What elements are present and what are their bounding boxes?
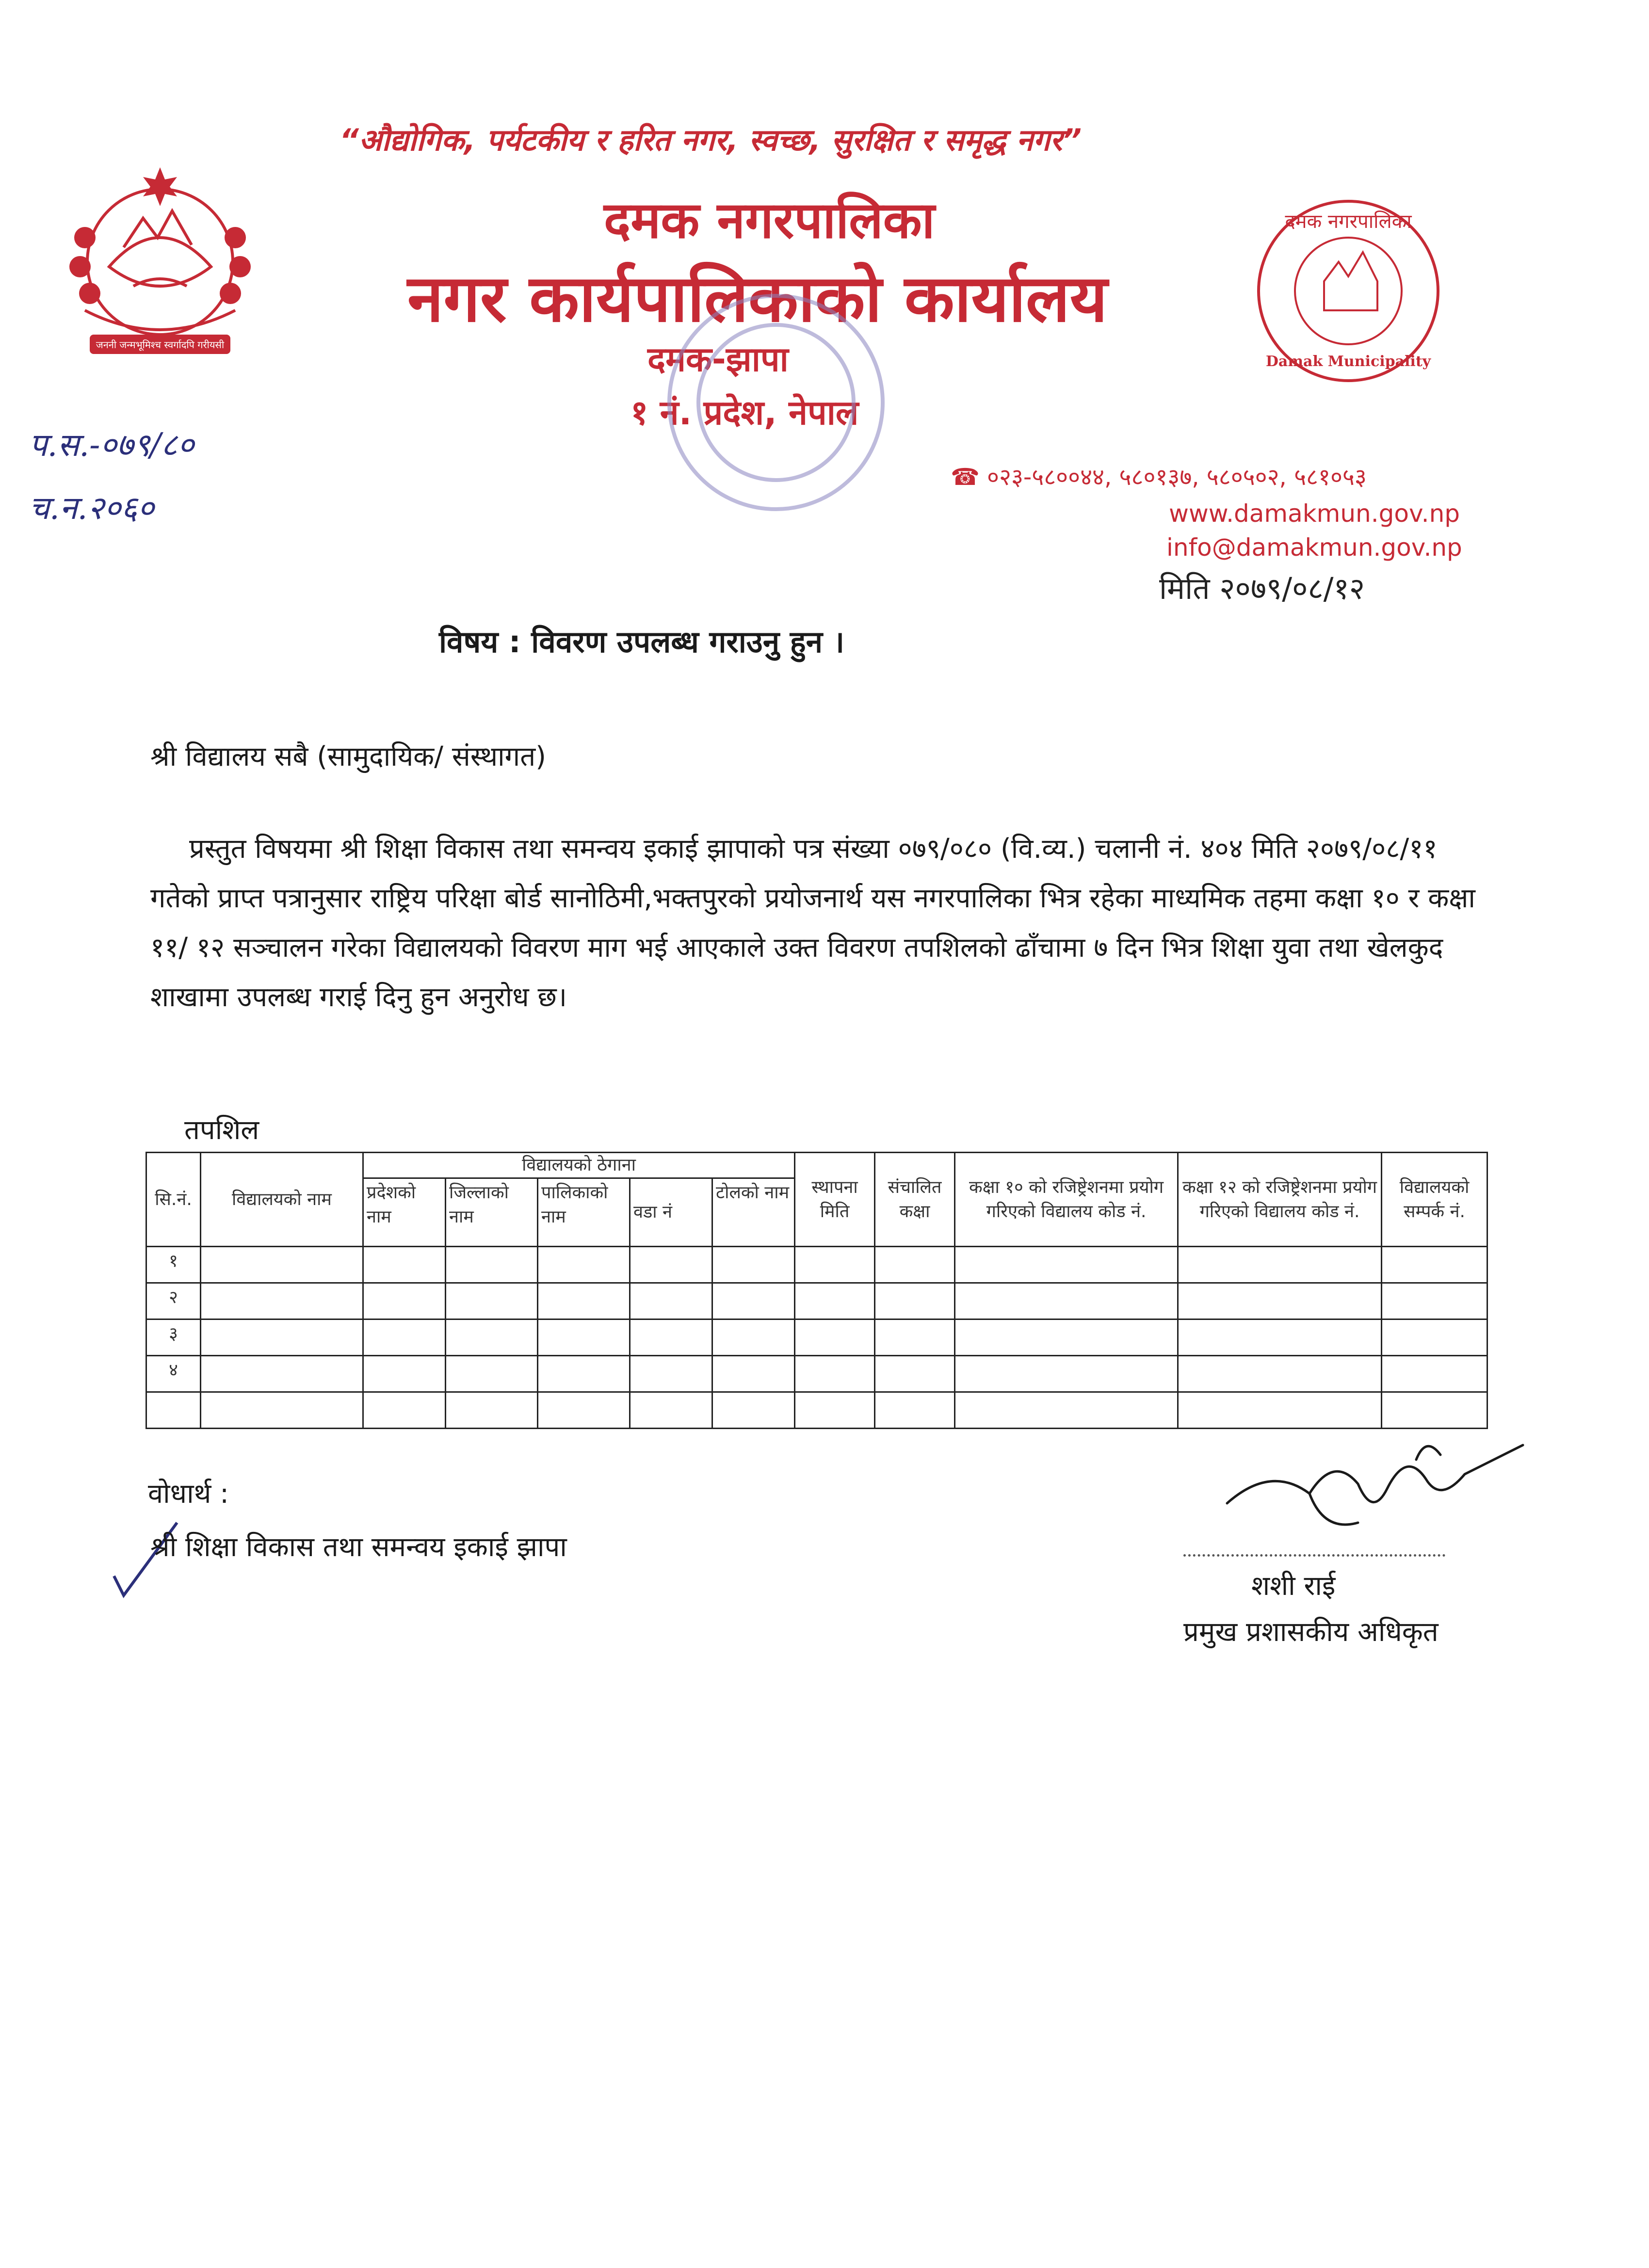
header-contact: विद्यालयको सम्पर्क नं.: [1382, 1153, 1487, 1247]
letter-body-text: प्रस्तुत विषयमा श्री शिक्षा विकास तथा समन्वय इकाई झापाको पत्र संख्या ०७९/०८० (वि.व्य.) चलानी नं. ४०४ मिति २०७९/०८/११ गतेको प्राप्त पत्रानुसार राष्ट्रिय परिक्षा बोर्ड सानोठिमी,भक्तपुरको प्रयोजनार्थ यस नगरपालिका भित्र रहेका माध्यमिक तहमा कक्षा १० र कक्षा ११/ १२ सञ्चालन गरेका विद्यालयको विवरण माग भई आएकाले उक्त विवरण तपशिलको ढाँचामा ७ दिन भित्र शिक्षा युवा तथा खेलकुद शाखामा उपलब्ध गराई दिनु हुन अनुरोध छ।: [150, 833, 1475, 1013]
office-place: दमक-झापा: [647, 339, 789, 379]
tapashil-label: तपशिल: [184, 1114, 259, 1146]
office-name: नगर कार्यपालिकाको कार्यालय: [407, 261, 1108, 337]
letter-subject: विषय : विवरण उपलब्ध गराउनु हुन ।: [439, 624, 845, 659]
row-sn: [146, 1392, 201, 1429]
table-row: [146, 1356, 1487, 1392]
header-code10: कक्षा १० को रजिष्ट्रेशनमा प्रयोग गरिएको विद्यालय कोड नं.: [955, 1153, 1178, 1247]
header-tole: टोलको नाम: [712, 1178, 795, 1247]
header-classes: संचालित कक्षा: [875, 1153, 955, 1247]
row-sn: २: [146, 1283, 201, 1319]
signatory-name: शशी राई: [1251, 1570, 1336, 1602]
municipality-name: दमक नगरपालिका: [604, 191, 935, 250]
header-sn: सि.नं.: [146, 1153, 201, 1247]
contact-website[interactable]: www.damakmun.gov.np: [1169, 499, 1460, 528]
signature-icon: [1212, 1435, 1533, 1552]
table-row: [146, 1247, 1487, 1283]
row-sn: ४: [146, 1356, 201, 1392]
signatory-title: प्रमुख प्रशासकीय अधिकृत: [1183, 1616, 1439, 1648]
municipality-seal-icon: [1251, 194, 1445, 388]
row-sn: ३: [146, 1319, 201, 1356]
seal-text-en: Damak Municipality: [1265, 353, 1431, 370]
table-row: [146, 1283, 1487, 1319]
row-sn: १: [146, 1247, 201, 1283]
table-row: [146, 1392, 1487, 1429]
slogan: “औद्योगिक, पर्यटकीय र हरित नगर, स्वच्छ, सुरक्षित र समृद्ध नगर”: [340, 122, 1082, 158]
signature-line: [1183, 1554, 1445, 1557]
bodhartha-label: वोधार्थ :: [148, 1478, 229, 1510]
office-stamp-icon: [640, 276, 912, 529]
header-established: स्थापना मिति: [795, 1153, 875, 1247]
header-district: जिल्लाको नाम: [446, 1178, 538, 1247]
header-palika: पालिकाको नाम: [538, 1178, 630, 1247]
office-province: १ नं. प्रदेश, नेपाल: [630, 393, 859, 433]
header-address-group: विद्यालयको ठेगाना: [363, 1153, 795, 1178]
letter-body: [150, 824, 1499, 1022]
header-province: प्रदेशको नाम: [363, 1178, 446, 1247]
reference-patra-sankhya: प.स.-०७९/८०: [29, 426, 194, 464]
table-row: [146, 1319, 1487, 1356]
seal-text: दमक नगरपालिका: [1285, 210, 1412, 233]
emblem-motto: जननी जन्मभूमिश्च स्वर्गादपि गरीयसी: [96, 339, 225, 351]
header-code12: कक्षा १२ को रजिष्ट्रेशनमा प्रयोग गरिएको विद्यालय कोड नं.: [1178, 1153, 1382, 1247]
letter-addressee: श्री विद्यालय सबै (सामुदायिक/ संस्थागत): [150, 741, 546, 772]
bodhartha-recipient: श्री शिक्षा विकास तथा समन्वय इकाई झापा: [150, 1531, 567, 1563]
nepal-emblem-icon: [46, 165, 274, 369]
letter-date: मिति २०७९/०८/१२: [1159, 571, 1365, 606]
contact-phone: ☎ ०२३-५८००४४, ५८०१३७, ५८०५०२, ५८१०५३: [951, 464, 1367, 491]
school-details-table: [146, 1152, 1488, 1429]
header-ward: वडा नं: [630, 1178, 712, 1247]
header-school-name: विद्यालयको नाम: [201, 1153, 363, 1247]
contact-email[interactable]: info@damakmun.gov.np: [1166, 533, 1462, 562]
reference-chalani: च.न.२०६०: [29, 489, 154, 527]
